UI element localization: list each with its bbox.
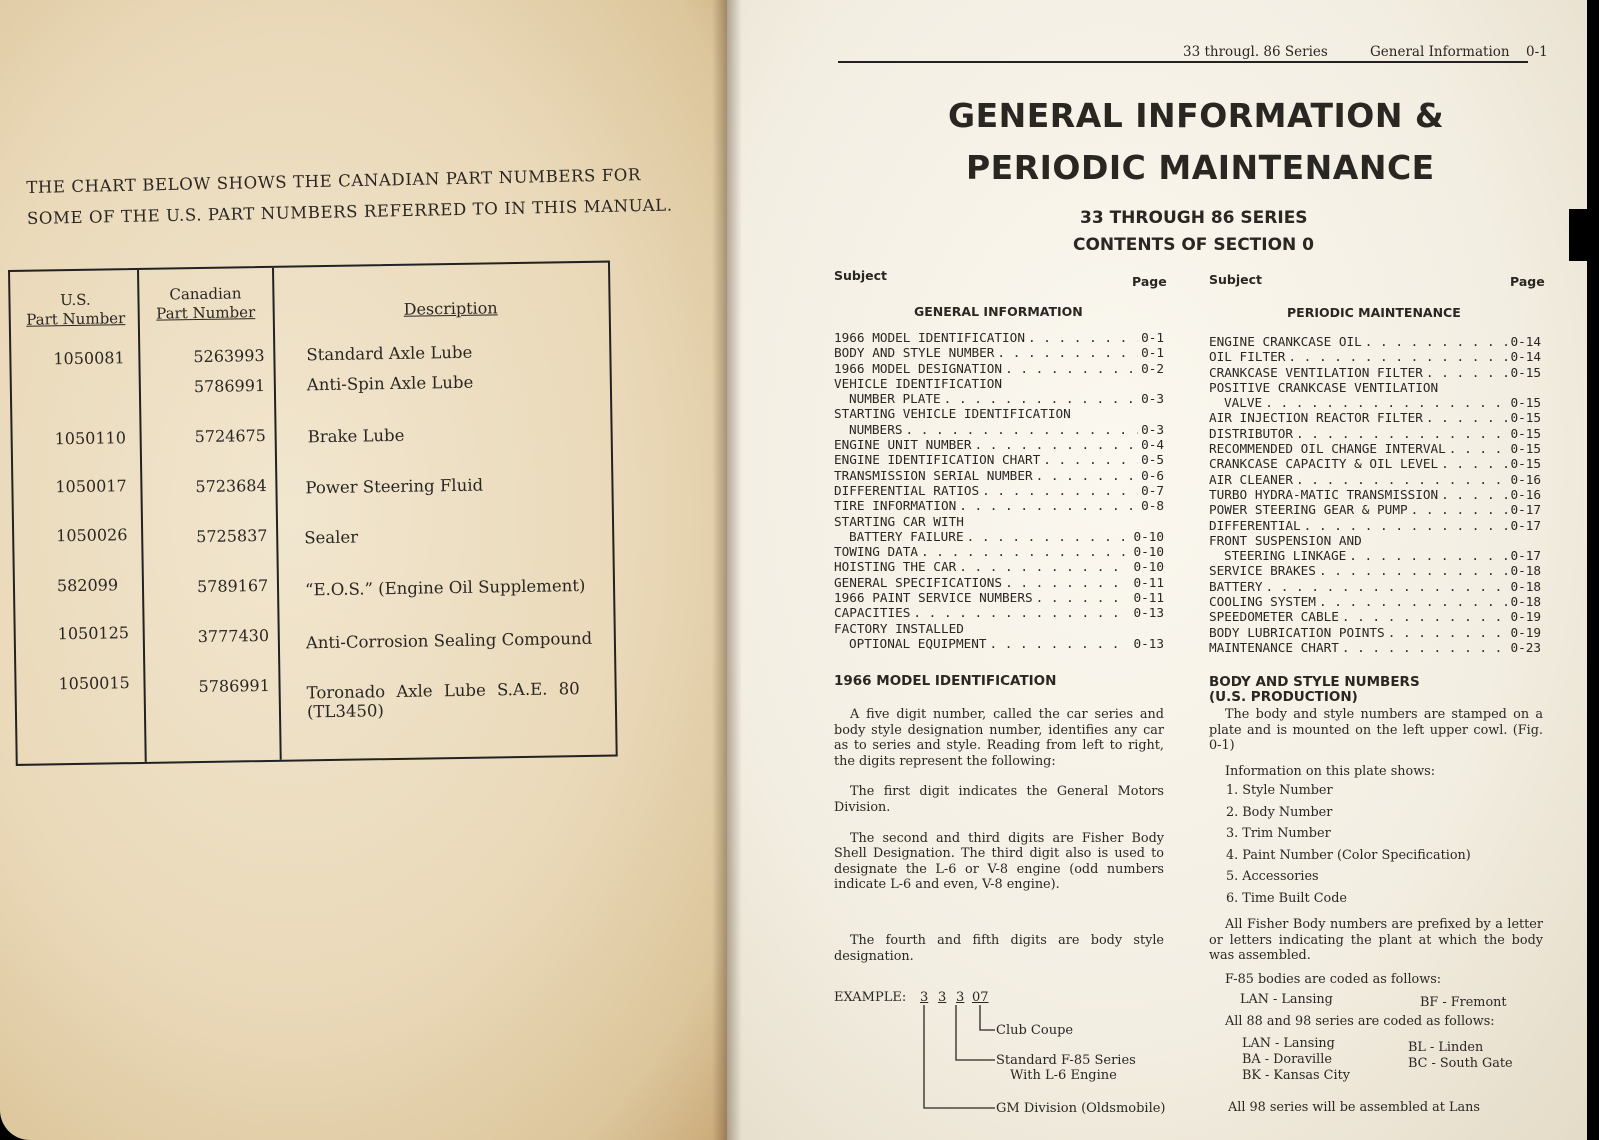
toc-entry bbox=[1209, 548, 1541, 563]
running-head-page: 0-1 bbox=[1526, 44, 1548, 60]
toc-entry-label: 1966 MODEL DESIGNATION bbox=[834, 360, 1003, 376]
header-description: Description bbox=[403, 298, 498, 319]
toc-entry-label: POWER STEERING GEAR & PUMP bbox=[1209, 502, 1408, 518]
toc-entry-label: CRANKCASE CAPACITY & OIL LEVEL bbox=[1209, 456, 1439, 472]
body-style-paragraph: All Fisher Body numbers are prefixed by a letter or letters indicating the plant at which the body was assembled. bbox=[1209, 917, 1543, 964]
plant-codes-right bbox=[1408, 1040, 1513, 1072]
toc-leader-dots bbox=[1426, 410, 1508, 425]
toc-leader-dots bbox=[982, 483, 1138, 498]
list-item: 2. Body Number bbox=[1226, 804, 1333, 820]
series-subtitle: 33 THROUGH 86 SERIES bbox=[1080, 208, 1308, 228]
header-rule bbox=[838, 61, 1528, 63]
us-part-cell: 1050015 bbox=[58, 673, 130, 694]
toc-entry-page: 0-1 bbox=[1141, 330, 1164, 345]
toc-entry bbox=[1209, 395, 1541, 410]
toc-entry bbox=[834, 605, 1164, 620]
description-cell: Power Steering Fluid bbox=[305, 475, 484, 498]
toc-leader-dots bbox=[975, 437, 1139, 452]
intro-line-1: THE CHART BELOW SHOWS THE CANADIAN PART NUMBERS FOR bbox=[26, 165, 642, 197]
toc-entry bbox=[1209, 441, 1541, 456]
example-label: EXAMPLE: bbox=[834, 990, 907, 1005]
toc-entry-page: 0-16 bbox=[1510, 486, 1541, 502]
toc-leader-dots bbox=[1288, 349, 1507, 364]
toc-entry-label: 1966 PAINT SERVICE NUMBERS bbox=[834, 590, 1033, 606]
toc-leader-dots bbox=[1296, 472, 1507, 487]
toc-entry bbox=[1209, 487, 1541, 502]
toc-entry-label: HOISTING THE CAR bbox=[834, 559, 957, 575]
toc-entry-page: 0-17 bbox=[1510, 548, 1541, 564]
toc-leader-dots bbox=[1005, 575, 1130, 590]
toc-leader-dots bbox=[1411, 502, 1508, 517]
canadian-part-cell: 5724675 bbox=[194, 425, 267, 447]
toc-entry bbox=[834, 544, 1164, 559]
toc-entry-label: STARTING VEHICLE IDENTIFICATION bbox=[834, 406, 1071, 422]
toc-entry-label: TIRE INFORMATION bbox=[834, 498, 957, 514]
model-id-paragraph: The fourth and fifth digits are body style designation. bbox=[834, 932, 1164, 964]
toc-entry bbox=[1209, 334, 1541, 349]
us-part-cell: 1050081 bbox=[53, 348, 125, 369]
canadian-part-cell: 5725837 bbox=[196, 525, 268, 547]
body-style-paragraph: All 88 and 98 series are coded as follows: bbox=[1225, 1014, 1495, 1029]
toc-entry-page: 0-15 bbox=[1510, 364, 1541, 380]
toc-entry-label: FRONT SUSPENSION AND bbox=[1209, 532, 1362, 548]
toc-entry bbox=[1209, 380, 1541, 395]
toc-entry bbox=[834, 498, 1164, 513]
body-style-body bbox=[1209, 707, 1543, 779]
toc-entry bbox=[834, 559, 1164, 574]
toc-entry bbox=[834, 468, 1164, 483]
toc-leader-dots bbox=[921, 544, 1130, 559]
toc-entry-label: FACTORY INSTALLED bbox=[834, 620, 964, 636]
description-cell: Toronado Axle Lube S.A.E. 80 (TL3450) bbox=[306, 679, 580, 722]
toc-entry-label: CAPACITIES bbox=[834, 605, 911, 621]
toc-entry-label: VALVE bbox=[1224, 395, 1263, 411]
toc-entry bbox=[1209, 533, 1541, 548]
plant-code: LAN - Lansing bbox=[1242, 1036, 1335, 1051]
body-style-paragraph: The body and style numbers are stamped on a plate and is mounted on the left upper cowl. (Fig. 0-1) bbox=[1209, 707, 1543, 754]
toc-leader-dots bbox=[905, 422, 1138, 437]
toc-entry-label: BODY LUBRICATION POINTS bbox=[1209, 624, 1385, 640]
toc-entry-page: 0-1 bbox=[1141, 345, 1164, 361]
toc-entry bbox=[834, 361, 1164, 376]
list-item: 3. Trim Number bbox=[1226, 826, 1331, 841]
plate-info-list bbox=[1226, 780, 1471, 909]
toc-page-header: Page bbox=[1510, 274, 1545, 289]
plant-code: BC - South Gate bbox=[1408, 1056, 1513, 1071]
example-digit: 3 bbox=[938, 990, 947, 1005]
toc-entry-label: VEHICLE IDENTIFICATION bbox=[834, 375, 1003, 391]
toc-entry-page: 0-3 bbox=[1141, 421, 1164, 437]
toc-leader-dots bbox=[1319, 594, 1507, 609]
plant-code-body bbox=[1209, 1014, 1543, 1030]
toc-entry-label: RECOMMENDED OIL CHANGE INTERVAL bbox=[1209, 441, 1446, 457]
toc-entry-label: NUMBERS bbox=[849, 421, 903, 437]
callout-engine: With L-6 Engine bbox=[1010, 1068, 1117, 1083]
list-item: 6. Time Built Code bbox=[1226, 890, 1347, 906]
book-gutter bbox=[712, 0, 742, 1140]
toc-entry-page: 0-15 bbox=[1510, 441, 1541, 457]
intro-line-2: SOME OF THE U.S. PART NUMBERS REFERRED TO IN THIS MANUAL. bbox=[26, 195, 673, 228]
toc-entry bbox=[834, 590, 1164, 605]
toc-entry bbox=[1209, 579, 1541, 594]
toc-entry-label: DIFFERENTIAL bbox=[1209, 517, 1301, 533]
toc-leader-dots bbox=[1265, 395, 1507, 410]
toc-entry-label: TURBO HYDRA-MATIC TRANSMISSION bbox=[1209, 486, 1439, 502]
us-part-cell: 1050026 bbox=[56, 525, 128, 546]
us-part-cell: 1050110 bbox=[54, 428, 127, 449]
toc-entry-page: 0-14 bbox=[1510, 349, 1541, 365]
toc-subject-header: Subject bbox=[834, 268, 887, 283]
toc-entry-label: GENERAL SPECIFICATIONS bbox=[834, 574, 1003, 590]
toc-leader-dots bbox=[913, 605, 1130, 620]
plant-code: BK - Kansas City bbox=[1242, 1068, 1350, 1083]
toc-leader-dots bbox=[1043, 452, 1138, 467]
canadian-part-cell: 5789167 bbox=[196, 575, 269, 597]
toc-entry-label: STARTING CAR WITH bbox=[834, 513, 964, 529]
toc-entry bbox=[834, 376, 1164, 391]
toc-entry-label: SPEEDOMETER CABLE bbox=[1209, 609, 1339, 625]
description-cell: Anti-Corrosion Sealing Compound bbox=[305, 628, 593, 653]
plant-code: LAN - Lansing bbox=[1240, 992, 1333, 1007]
toc-entry bbox=[1209, 640, 1541, 655]
toc-entry bbox=[1209, 518, 1541, 533]
toc-entry-page: 0-18 bbox=[1510, 594, 1541, 610]
us-part-cell: 1050017 bbox=[55, 476, 127, 497]
toc-entry bbox=[834, 330, 1164, 345]
toc-entry-page: 0-10 bbox=[1133, 544, 1164, 560]
callout-series: Standard F-85 Series bbox=[996, 1053, 1136, 1068]
example-callout-lines bbox=[900, 1005, 1010, 1125]
example-digit: 07 bbox=[972, 990, 989, 1005]
toc-entry-page: 0-2 bbox=[1141, 360, 1164, 376]
toc-leader-dots bbox=[1349, 548, 1507, 563]
toc-entry-page: 0-23 bbox=[1510, 639, 1541, 655]
toc-entry-page: 0-15 bbox=[1510, 395, 1541, 411]
part-number-chart bbox=[8, 261, 618, 766]
toc-entry-label: CRANKCASE VENTILATION FILTER bbox=[1209, 364, 1423, 380]
toc-entry-label: SERVICE BRAKES bbox=[1209, 563, 1316, 579]
page-title-line-1: GENERAL INFORMATION & bbox=[948, 96, 1445, 135]
list-item: 5. Accessories bbox=[1226, 869, 1319, 884]
canadian-part-cell: 5263993 bbox=[193, 345, 265, 367]
list-item: 4. Paint Number (Color Specification) bbox=[1226, 847, 1471, 863]
toc-entry-label: NUMBER PLATE bbox=[849, 391, 941, 407]
toc-entry-label: ENGINE UNIT NUMBER bbox=[834, 437, 972, 453]
running-head-series: 33 througl. 86 Series bbox=[1183, 44, 1328, 60]
toc-page-header: Page bbox=[1132, 274, 1167, 289]
plant-code-body bbox=[1209, 917, 1543, 987]
toc-entry-page: 0-11 bbox=[1133, 574, 1164, 590]
toc-entry-label: TOWING DATA bbox=[834, 544, 919, 560]
page-title-line-2: PERIODIC MAINTENANCE bbox=[966, 148, 1435, 187]
header-canadian-part: Canadian Part Number bbox=[156, 284, 256, 323]
callout-club-coupe: Club Coupe bbox=[996, 1023, 1074, 1038]
toc-leader-dots bbox=[1365, 334, 1508, 349]
description-cell: “E.O.S.” (Engine Oil Supplement) bbox=[304, 575, 586, 600]
toc-entry-label: COOLING SYSTEM bbox=[1209, 594, 1316, 610]
body-style-paragraph: Information on this plate shows: bbox=[1225, 763, 1436, 779]
toc-leader-dots bbox=[1449, 441, 1508, 456]
toc-entry-label: MAINTENANCE CHART bbox=[1209, 639, 1339, 655]
toc-entry bbox=[834, 529, 1164, 544]
chart-divider bbox=[137, 270, 147, 762]
toc-leader-dots bbox=[1036, 590, 1131, 605]
description-cell: Brake Lube bbox=[307, 425, 405, 447]
toc-entry bbox=[1209, 365, 1541, 380]
toc-heading-general: GENERAL INFORMATION bbox=[914, 304, 1083, 319]
plant-codes-left bbox=[1242, 1036, 1350, 1084]
toc-entry-page: 0-15 bbox=[1510, 456, 1541, 472]
toc-entry-page: 0-15 bbox=[1510, 425, 1541, 441]
toc-entry-label: BATTERY bbox=[1209, 578, 1263, 594]
toc-entry bbox=[834, 452, 1164, 467]
toc-entry-page: 0-14 bbox=[1510, 334, 1541, 349]
canadian-part-cell: 5723684 bbox=[195, 475, 267, 497]
running-head-section: General Information bbox=[1370, 44, 1510, 60]
toc-leader-dots bbox=[1441, 456, 1507, 471]
toc-entry-label: BATTERY FAILURE bbox=[849, 528, 964, 544]
toc-entry-page: 0-19 bbox=[1510, 609, 1541, 625]
toc-entry-page: 0-7 bbox=[1141, 482, 1164, 498]
toc-entry-page: 0-13 bbox=[1133, 635, 1164, 651]
toc-entry-page: 0-6 bbox=[1141, 467, 1164, 483]
toc-entry bbox=[1209, 349, 1541, 364]
toc-entry-page: 0-16 bbox=[1510, 471, 1541, 487]
section-tab-marker bbox=[1569, 209, 1599, 261]
toc-entry-page: 0-10 bbox=[1133, 559, 1164, 575]
toc-entry-label: AIR CLEANER bbox=[1209, 471, 1294, 487]
toc-entry-page: 0-18 bbox=[1510, 578, 1541, 594]
model-id-paragraph: The second and third digits are Fisher Body Shell Designation. The third digit also is used to designate the L-6 or V-8 engine (odd numbers indicate L-6 and even, V-8 engine). bbox=[834, 830, 1164, 893]
toc-entry bbox=[834, 483, 1164, 498]
us-part-cell: 582099 bbox=[56, 575, 119, 596]
toc-leader-dots bbox=[990, 636, 1131, 651]
body-style-paragraph: All 98 series will be assembled at Lans bbox=[1228, 1100, 1480, 1115]
canadian-part-cell: 5786991 bbox=[198, 675, 270, 697]
plant-code: BF - Fremont bbox=[1420, 995, 1507, 1010]
toc-leader-dots bbox=[1388, 625, 1508, 640]
toc-entry-label: 1966 MODEL IDENTIFICATION bbox=[834, 330, 1025, 345]
toc-periodic-list bbox=[1209, 334, 1541, 655]
toc-leader-dots bbox=[1319, 563, 1507, 578]
toc-leader-dots bbox=[1005, 361, 1138, 376]
toc-leader-dots bbox=[1265, 579, 1507, 594]
toc-entry bbox=[1209, 472, 1541, 487]
toc-entry bbox=[834, 575, 1164, 590]
body-style-paragraph: F-85 bodies are coded as follows: bbox=[1225, 971, 1442, 987]
toc-leader-dots bbox=[1342, 609, 1508, 624]
toc-entry bbox=[834, 514, 1164, 529]
toc-entry-page: 0-3 bbox=[1141, 391, 1164, 407]
body-style-subheading: (U.S. PRODUCTION) bbox=[1209, 689, 1358, 705]
toc-entry-label: BODY AND STYLE NUMBER bbox=[834, 345, 995, 361]
toc-entry bbox=[1209, 609, 1541, 624]
toc-entry-label: POSITIVE CRANKCASE VENTILATION bbox=[1209, 379, 1439, 395]
toc-subject-header: Subject bbox=[1209, 272, 1262, 287]
body-style-heading: BODY AND STYLE NUMBERS bbox=[1209, 674, 1420, 690]
toc-leader-dots bbox=[1028, 330, 1138, 345]
model-id-paragraph: A five digit number, called the car series and body style designation number, identifies any car as to series and style. Reading from left to right, the digits represent the following: bbox=[834, 707, 1164, 769]
toc-leader-dots bbox=[1426, 365, 1508, 380]
toc-entry-label: AIR INJECTION REACTOR FILTER bbox=[1209, 410, 1423, 426]
toc-entry-page: 0-18 bbox=[1510, 563, 1541, 579]
toc-entry bbox=[834, 422, 1164, 437]
description-cell: Sealer bbox=[304, 527, 359, 548]
toc-entry-page: 0-4 bbox=[1141, 437, 1164, 453]
model-id-body bbox=[834, 707, 1164, 964]
chart-divider bbox=[272, 268, 282, 760]
model-id-paragraph: The first digit indicates the General Motors Division. bbox=[834, 784, 1164, 815]
toc-entry-label: TRANSMISSION SERIAL NUMBER bbox=[834, 467, 1033, 483]
toc-entry bbox=[1209, 456, 1541, 471]
toc-entry bbox=[1209, 594, 1541, 609]
toc-entry-label: DISTRIBUTOR bbox=[1209, 425, 1294, 441]
toc-leader-dots bbox=[1304, 518, 1508, 533]
toc-leader-dots bbox=[1441, 487, 1507, 502]
callout-division: GM Division (Oldsmobile) bbox=[996, 1101, 1166, 1116]
toc-entry-label: OPTIONAL EQUIPMENT bbox=[849, 635, 987, 651]
toc-leader-dots bbox=[944, 391, 1138, 406]
canadian-part-cell: 5786991 bbox=[193, 375, 266, 397]
toc-entry-label: STEERING LINKAGE bbox=[1224, 548, 1347, 564]
toc-entry bbox=[834, 621, 1164, 636]
toc-entry bbox=[1209, 563, 1541, 578]
toc-entry-page: 0-10 bbox=[1133, 528, 1164, 544]
plant-code: BA - Doraville bbox=[1242, 1052, 1332, 1067]
toc-entry-label: OIL FILTER bbox=[1209, 349, 1286, 365]
us-part-cell: 1050125 bbox=[57, 623, 130, 644]
toc-entry-label: DIFFERENTIAL RATIOS bbox=[834, 482, 980, 498]
canadian-part-cell: 3777430 bbox=[197, 625, 270, 647]
example-digit: 3 bbox=[920, 990, 929, 1005]
description-cell: Anti-Spin Axle Lube bbox=[306, 372, 474, 395]
toc-entry-page: 0-15 bbox=[1510, 410, 1541, 426]
toc-entry-page: 0-19 bbox=[1510, 624, 1541, 640]
toc-entry bbox=[834, 391, 1164, 406]
plant-code: BL - Linden bbox=[1408, 1040, 1484, 1055]
toc-entry-page: 0-13 bbox=[1133, 605, 1164, 621]
toc-entry-page: 0-17 bbox=[1510, 502, 1541, 518]
toc-entry-label: ENGINE IDENTIFICATION CHART bbox=[834, 452, 1041, 468]
toc-heading-periodic: PERIODIC MAINTENANCE bbox=[1287, 305, 1461, 320]
toc-leader-dots bbox=[1296, 426, 1507, 441]
toc-entry bbox=[1209, 410, 1541, 425]
toc-leader-dots bbox=[1342, 640, 1508, 655]
model-id-heading: 1966 MODEL IDENTIFICATION bbox=[834, 673, 1057, 689]
toc-entry bbox=[1209, 426, 1541, 441]
contents-subtitle: CONTENTS OF SECTION 0 bbox=[1073, 235, 1315, 255]
toc-entry-label: ENGINE CRANKCASE OIL bbox=[1209, 334, 1362, 349]
toc-entry bbox=[834, 437, 1164, 452]
toc-entry bbox=[834, 636, 1164, 651]
toc-entry-page: 0-11 bbox=[1133, 590, 1164, 606]
intro-text bbox=[26, 158, 677, 234]
toc-leader-dots bbox=[959, 498, 1138, 513]
toc-entry-page: 0-5 bbox=[1141, 452, 1164, 468]
toc-entry bbox=[834, 345, 1164, 360]
toc-entry bbox=[1209, 502, 1541, 517]
toc-entry-page: 0-8 bbox=[1141, 498, 1164, 514]
toc-entry-page: 0-17 bbox=[1510, 517, 1541, 533]
left-page bbox=[0, 0, 727, 1140]
toc-leader-dots bbox=[997, 345, 1138, 360]
toc-leader-dots bbox=[967, 529, 1131, 544]
header-us-part: U.S. Part Number bbox=[26, 290, 126, 329]
list-item: 1. Style Number bbox=[1226, 783, 1333, 798]
toc-entry bbox=[1209, 625, 1541, 640]
toc-leader-dots bbox=[1036, 468, 1138, 483]
toc-general-list bbox=[834, 330, 1164, 651]
toc-leader-dots bbox=[959, 559, 1130, 574]
example-digit: 3 bbox=[956, 990, 965, 1005]
toc-entry bbox=[834, 406, 1164, 421]
description-cell: Standard Axle Lube bbox=[306, 342, 473, 365]
